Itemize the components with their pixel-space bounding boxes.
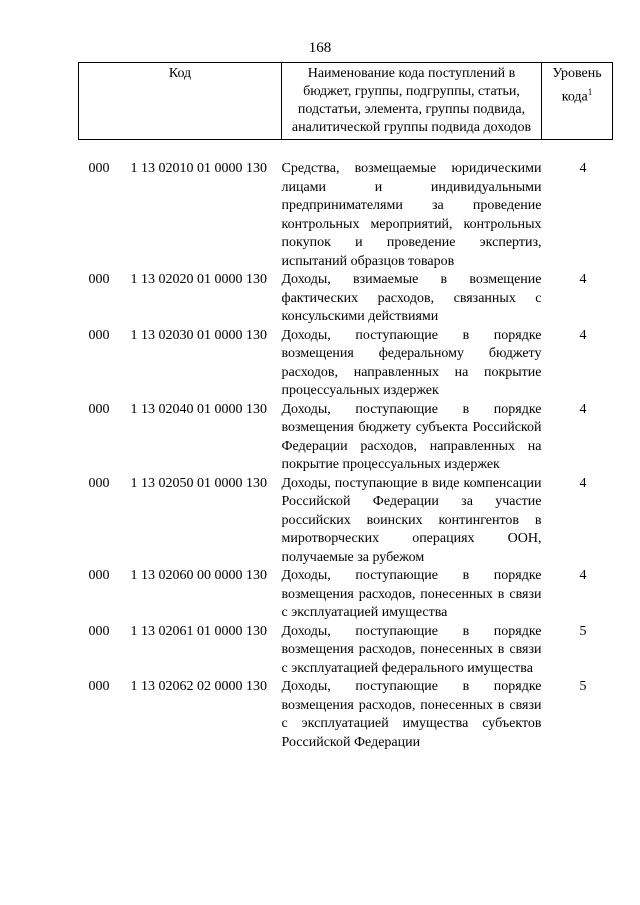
row-code-cell xyxy=(79,678,282,752)
row-code-cell xyxy=(79,567,282,623)
table-row xyxy=(79,160,613,271)
row-name: Средства, возмещаемые юридическими лицами и индивидуальными предпринимателями за проведение контрольных мероприятий, контрольных покупок и проведение экспертиз, испытаний образцов товаров xyxy=(281,161,542,269)
row-revenue-code: 1 13 02020 01 0000 130 xyxy=(130,272,267,287)
row-revenue-code: 1 13 02062 02 0000 130 xyxy=(130,679,267,694)
row-revenue-code: 1 13 02060 00 0000 130 xyxy=(130,568,267,583)
row-name: Доходы, поступающие в порядке возмещения расходов, понесенных в связи с эксплуатацией имущества субъектов Российской Федерации xyxy=(281,679,542,750)
table-header xyxy=(79,63,613,140)
row-admin-code: 000 xyxy=(88,327,110,343)
row-name: Доходы, поступающие в виде компенсации Российской Федерации за участие российских воинских контингентов в миротворческих операциях ООН, получаемые за рубежом xyxy=(281,475,542,565)
row-code-cell xyxy=(79,401,282,475)
row-level: 5 xyxy=(579,679,587,694)
row-name: Доходы, взимаемые в возмещение фактических расходов, связанных с консульскими действиями xyxy=(281,272,542,324)
row-level: 4 xyxy=(579,568,587,583)
row-admin-code: 000 xyxy=(88,272,110,287)
header-level-label: Уровень кода xyxy=(552,66,602,105)
row-name: Доходы, поступающие в порядке возмещения расходов, понесенных в связи с эксплуатацией федерального имущества xyxy=(281,623,542,676)
row-code-cell xyxy=(79,327,282,401)
row-revenue-code: 1 13 02040 01 0000 130 xyxy=(130,401,267,417)
row-revenue-code: 1 13 02010 01 0000 130 xyxy=(130,161,267,176)
row-name: Доходы, поступающие в порядке возмещения расходов, понесенных в связи с эксплуатацией имущества xyxy=(281,568,542,620)
revenue-codes-table xyxy=(78,62,613,752)
header-level-footnote: 1 xyxy=(587,87,593,97)
row-level: 4 xyxy=(579,475,587,491)
row-code-cell xyxy=(79,160,282,271)
row-admin-code: 000 xyxy=(88,623,110,639)
row-level: 4 xyxy=(579,272,587,287)
table-row xyxy=(79,271,613,327)
row-admin-code: 000 xyxy=(88,401,110,417)
row-revenue-code: 1 13 02050 01 0000 130 xyxy=(130,475,267,491)
row-admin-code: 000 xyxy=(88,161,110,176)
table-row xyxy=(79,623,613,679)
header-spacer xyxy=(79,140,613,161)
row-level: 5 xyxy=(579,623,587,639)
row-admin-code: 000 xyxy=(88,679,110,694)
row-name: Доходы, поступающие в порядке возмещения федеральному бюджету расходов, направленных на покрытие процессуальных издержек xyxy=(281,327,542,398)
row-code-cell xyxy=(79,271,282,327)
header-level xyxy=(542,63,613,140)
header-name: Наименование кода поступлений в бюджет, группы, подгруппы, статьи, подстатьи, элемента, группы подвида, аналитической группы подвида доходов xyxy=(282,63,542,140)
table-row xyxy=(79,678,613,752)
row-level: 4 xyxy=(579,327,587,343)
row-level: 4 xyxy=(579,401,587,417)
table-row xyxy=(79,567,613,623)
row-admin-code: 000 xyxy=(88,568,110,583)
row-admin-code: 000 xyxy=(88,475,110,491)
row-name: Доходы, поступающие в порядке возмещения бюджету субъекта Российской Федерации расходов, направленных на покрытие процессуальных издержек xyxy=(281,401,542,472)
row-code-cell xyxy=(79,475,282,568)
header-code: Код xyxy=(79,63,282,140)
table-row xyxy=(79,327,613,401)
table-row xyxy=(79,475,613,568)
row-code-cell xyxy=(79,623,282,679)
table-row xyxy=(79,401,613,475)
row-revenue-code: 1 13 02061 01 0000 130 xyxy=(130,623,267,639)
row-level: 4 xyxy=(579,161,587,176)
page-number: 168 xyxy=(308,40,332,56)
row-revenue-code: 1 13 02030 01 0000 130 xyxy=(130,327,267,343)
